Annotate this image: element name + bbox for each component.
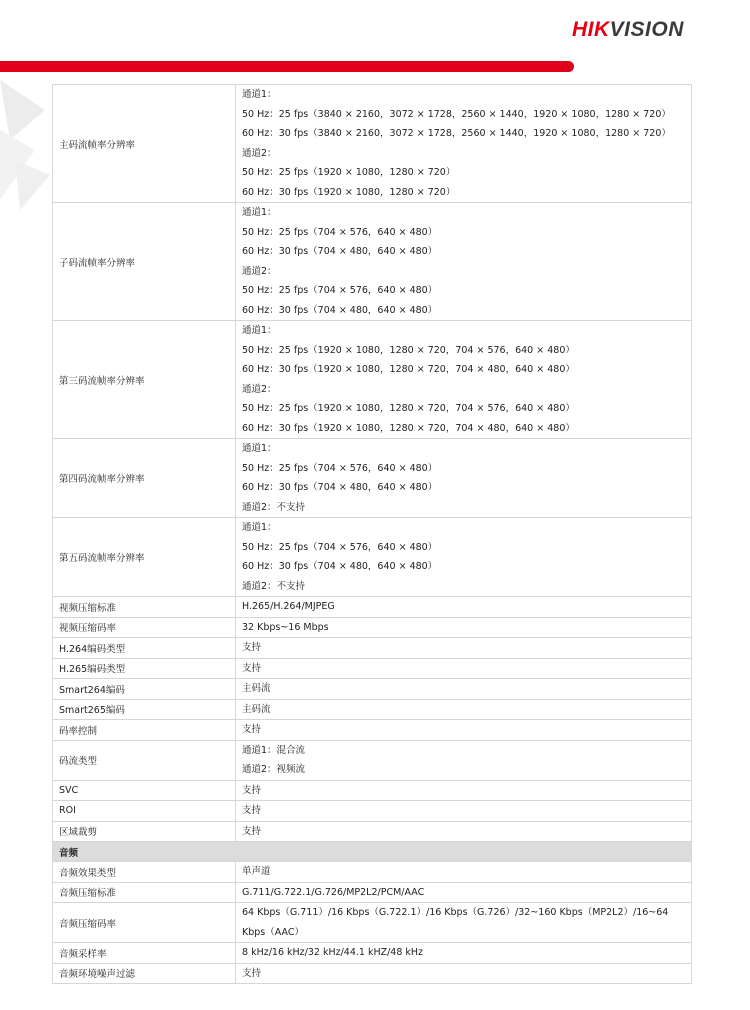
spec-label: 第四码流帧率分辨率	[53, 439, 236, 518]
spec-row	[53, 638, 692, 659]
spec-value	[236, 720, 692, 741]
spec-value-line: 通道1：	[242, 522, 277, 533]
section-header-audio	[53, 842, 692, 862]
spec-value	[236, 740, 692, 780]
spec-value-line: 通道2：	[242, 147, 277, 159]
spec-value-line: 通道1：	[242, 89, 277, 100]
spec-value-line: 支持	[242, 784, 262, 796]
spec-row	[53, 943, 692, 964]
spec-value-line: 60 Hz：30 fps（704 × 480，640 × 480）	[242, 482, 438, 493]
spec-value-line: 60 Hz：30 fps（704 × 480，640 × 480）	[242, 246, 438, 257]
spec-value	[236, 597, 692, 618]
spec-label: 区域裁剪	[53, 821, 236, 842]
spec-label: 音频压缩标准	[53, 882, 236, 903]
spec-row	[53, 679, 692, 700]
spec-row	[53, 740, 692, 780]
spec-value	[236, 617, 692, 638]
spec-row	[53, 780, 692, 801]
spec-value	[236, 882, 692, 903]
spec-value-line: 主码流	[242, 683, 271, 694]
spec-label: ROI	[53, 801, 236, 822]
spec-value-line: 通道1：	[242, 443, 277, 454]
spec-value-line: H.265/H.264/MJPEG	[242, 601, 335, 612]
spec-row	[53, 801, 692, 822]
spec-row	[53, 321, 692, 439]
spec-value-line: 通道2：	[242, 383, 277, 395]
spec-value-line: 通道2：	[242, 265, 277, 277]
decorative-shards	[0, 80, 60, 220]
spec-label: 第五码流帧率分辨率	[53, 518, 236, 597]
spec-value	[236, 699, 692, 720]
spec-row	[53, 862, 692, 883]
spec-value	[236, 903, 692, 943]
spec-value	[236, 801, 692, 822]
spec-value-line: 60 Hz：30 fps（1920 × 1080，1280 × 720，704 × 480，640 × 480）	[242, 364, 575, 375]
spec-value-line: 支持	[242, 662, 262, 674]
spec-value-line: 支持	[242, 825, 262, 837]
spec-value-line: 50 Hz：25 fps（704 × 576，640 × 480）	[242, 541, 438, 553]
spec-label: 第三码流帧率分辨率	[53, 321, 236, 439]
spec-value	[236, 821, 692, 842]
spec-row	[53, 903, 692, 943]
logo-part-hik: HIK	[572, 18, 610, 41]
spec-value-line: 60 Hz：30 fps（704 × 480，640 × 480）	[242, 561, 438, 572]
spec-value-line: 8 kHz/16 kHz/32 kHz/44.1 kHZ/48 kHz	[242, 947, 424, 958]
logo-part-vision: VISION	[609, 18, 684, 41]
spec-value-line: 通道2：不支持	[242, 580, 306, 592]
spec-label: 音频环境噪声过滤	[53, 963, 236, 984]
spec-value-line: 64 Kbps（G.711）/16 Kbps（G.722.1）/16 Kbps（G.726）/32~160 Kbps（MP2L2）/16~64 Kbps（AAC）	[242, 907, 669, 938]
spec-value	[236, 943, 692, 964]
spec-value-line: 50 Hz：25 fps（1920 × 1080，1280 × 720，704 × 576，640 × 480）	[242, 403, 575, 414]
spec-row	[53, 617, 692, 638]
spec-value	[236, 638, 692, 659]
section-title: 音频	[53, 842, 692, 862]
spec-value	[236, 321, 692, 439]
spec-value-line: 50 Hz：25 fps（704 × 576，640 × 480）	[242, 226, 438, 238]
spec-value-line: 50 Hz：25 fps（3840 × 2160，3072 × 1728，2560 × 1440，1920 × 1080，1280 × 720）	[242, 108, 671, 120]
spec-value-line: 通道2：视频流	[242, 764, 306, 775]
spec-label: 主码流帧率分辨率	[53, 85, 236, 203]
spec-row	[53, 658, 692, 679]
spec-value	[236, 862, 692, 883]
spec-table	[52, 84, 692, 984]
spec-value-line: 通道1：	[242, 325, 277, 336]
spec-label: SVC	[53, 780, 236, 801]
spec-value-line: 通道1：混合流	[242, 744, 306, 756]
spec-value-line: 支持	[242, 967, 262, 979]
spec-value-line: 60 Hz：30 fps（1920 × 1080，1280 × 720）	[242, 186, 456, 198]
spec-value	[236, 439, 692, 518]
spec-value-line: 50 Hz：25 fps（1920 × 1080，1280 × 720，704 × 576，640 × 480）	[242, 344, 575, 356]
spec-row	[53, 882, 692, 903]
spec-value-line: 50 Hz：25 fps（1920 × 1080，1280 × 720）	[242, 167, 456, 178]
spec-value-line: 50 Hz：25 fps（704 × 576，640 × 480）	[242, 462, 438, 474]
spec-row	[53, 518, 692, 597]
spec-label: H.264编码类型	[53, 638, 236, 659]
spec-value-line: 通道1：	[242, 207, 277, 218]
spec-value-line: 支持	[242, 724, 262, 735]
spec-label: 码率控制	[53, 720, 236, 741]
spec-label: 音频采样率	[53, 943, 236, 964]
spec-value-line: G.711/G.722.1/G.726/MP2L2/PCM/AAC	[242, 886, 425, 898]
spec-value-line: 主码流	[242, 703, 271, 715]
spec-value	[236, 780, 692, 801]
spec-row	[53, 203, 692, 321]
spec-value-line: 60 Hz：30 fps（1920 × 1080，1280 × 720，704 × 480，640 × 480）	[242, 422, 575, 434]
spec-row	[53, 963, 692, 984]
spec-row	[53, 439, 692, 518]
spec-value-line: 支持	[242, 805, 262, 816]
spec-value	[236, 963, 692, 984]
spec-value	[236, 658, 692, 679]
spec-value	[236, 203, 692, 321]
spec-label: 子码流帧率分辨率	[53, 203, 236, 321]
spec-label: 音频效果类型	[53, 862, 236, 883]
spec-value	[236, 85, 692, 203]
spec-label: Smart264编码	[53, 679, 236, 700]
spec-value-line: 60 Hz：30 fps（704 × 480，640 × 480）	[242, 304, 438, 316]
spec-row	[53, 720, 692, 741]
spec-row	[53, 85, 692, 203]
spec-value-line: 32 Kbps~16 Mbps	[242, 621, 329, 633]
spec-label: H.265编码类型	[53, 658, 236, 679]
spec-label: 视频压缩标准	[53, 597, 236, 618]
spec-row	[53, 821, 692, 842]
spec-row	[53, 699, 692, 720]
spec-value-line: 单声道	[242, 866, 271, 877]
spec-label: 音频压缩码率	[53, 903, 236, 943]
spec-label: Smart265编码	[53, 699, 236, 720]
spec-value-line: 支持	[242, 642, 262, 653]
spec-value-line: 通道2：不支持	[242, 501, 306, 513]
hikvision-logo	[572, 18, 684, 42]
spec-value	[236, 679, 692, 700]
spec-label: 码流类型	[53, 740, 236, 780]
spec-value-line: 50 Hz：25 fps（704 × 576，640 × 480）	[242, 285, 438, 296]
spec-label: 视频压缩码率	[53, 617, 236, 638]
spec-value-line: 60 Hz：30 fps（3840 × 2160，3072 × 1728，2560 × 1440，1920 × 1080，1280 × 720）	[242, 128, 671, 139]
spec-row	[53, 597, 692, 618]
header-red-bar	[0, 61, 574, 72]
spec-value	[236, 518, 692, 597]
